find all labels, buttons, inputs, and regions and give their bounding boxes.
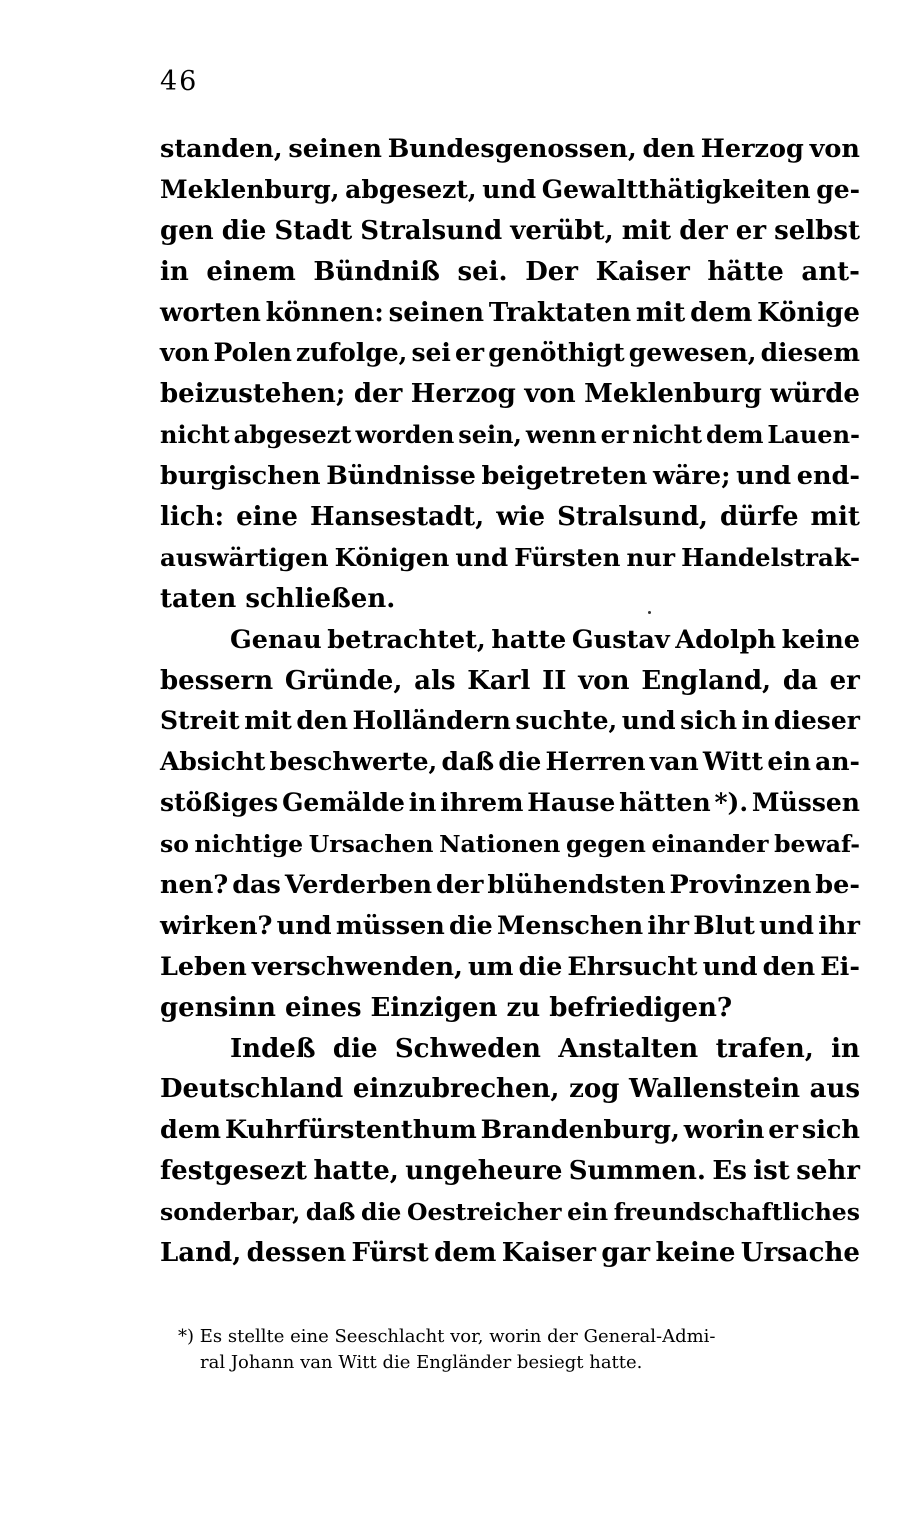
text-line: worten können: seinen Traktaten mit dem Könige [160, 297, 860, 328]
text-line: beizustehen; der Herzog von Meklenburg würde [160, 379, 860, 410]
text-line: Streit mit den Holländern suchte, und sich in dieser [160, 706, 860, 736]
text-line: nicht abgesezt worden sein, wenn er nicht dem Lauen- [160, 420, 860, 450]
footnote [178, 1324, 858, 1376]
text-line: Absicht beschwerte, daß die Herren van Witt ein an- [160, 747, 860, 777]
text-line: gensinn eines Einzigen zu befriedigen? [160, 992, 733, 1023]
text-line: gen die Stadt Stralsund verübt, mit der er selbst [160, 215, 860, 246]
text-line: standen, seinen Bundesgenossen, den Herzog von [160, 134, 860, 164]
text-line: festgesezt hatte, ungeheure Summen. Es ist sehr [160, 1156, 860, 1187]
text-line: burgischen Bündnisse beigetreten wäre; und end- [160, 461, 860, 492]
footnote-line: ral Johann van Witt die Engländer besiegt hatte. [200, 1352, 643, 1373]
text-line: sonderbar, daß die Oestreicher ein freundschaftliches [160, 1198, 860, 1227]
text-line: auswärtigen Königen und Fürsten nur Handelstrak- [160, 542, 860, 572]
text-line: nen? das Verderben der blühendsten Provinzen be- [160, 870, 860, 901]
text-line: taten schließen. [160, 583, 396, 614]
text-line: Leben verschwenden, um die Ehrsucht und den Ei- [160, 951, 860, 982]
paragraph-start-line: Genau betrachtet, hatte Gustav Adolph keine [230, 624, 860, 655]
text-line: von Polen zufolge, sei er genöthigt gewesen, diesem [160, 338, 860, 368]
text-line: wirken? und müssen die Menschen ihr Blut und ihr [160, 910, 860, 941]
text-line: Deutschland einzubrechen, zog Wallenstein aus [160, 1074, 860, 1105]
text-line: so nichtige Ursachen Nationen gegen einander bewaf- [160, 830, 860, 859]
footnote-line: *) Es stellte eine Seeschlacht vor, worin der General-Admi- [178, 1326, 716, 1347]
text-line: lich: eine Hansestadt, wie Stralsund, dürfe mit [160, 502, 860, 533]
text-line: Land, dessen Fürst dem Kaiser gar keine Ursache [160, 1238, 860, 1269]
body-text [160, 129, 860, 1274]
text-line: bessern Gründe, als Karl II von England, da er [160, 665, 860, 696]
print-speck [648, 611, 651, 614]
text-line: Meklenburg, abgesezt, und Gewaltthätigkeiten ge- [160, 174, 860, 204]
text-line: in einem Bündniß sei. Der Kaiser hätte ant- [160, 256, 860, 287]
page-number: 46 [160, 66, 199, 97]
text-line: dem Kuhrfürstenthum Brandenburg, worin er sich [160, 1115, 860, 1146]
text-line: stößiges Gemälde in ihrem Hause hätten *). Müssen [160, 788, 860, 818]
paragraph-start-line: Indeß die Schweden Anstalten trafen, in [230, 1033, 860, 1064]
